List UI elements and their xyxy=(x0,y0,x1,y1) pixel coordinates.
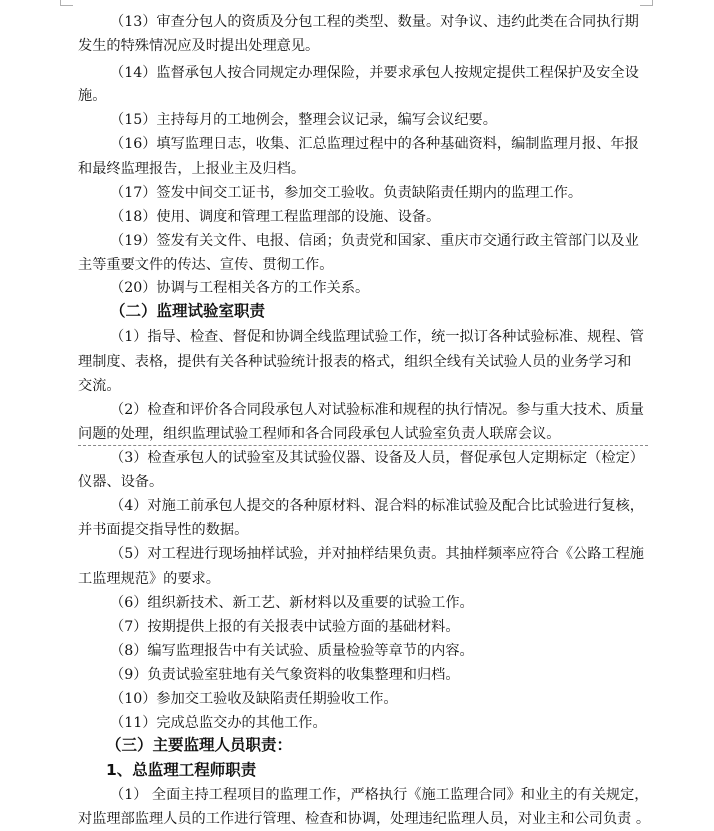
paragraph-line: （15）主持每月的工地例会，整理会议记录，编写会议纪要。 xyxy=(110,112,497,128)
paragraph-line: 理制度、表格，提供有关各种试验统计报表的格式，组织全线有关试验人员的业务学习和 xyxy=(78,354,632,370)
paragraph-line: （1）指导、检查、督促和协调全线监理试验工作，统一拟订各种试验标准、规程、管 xyxy=(110,329,644,345)
paragraph-line: 问题的处理，组织监理试验工程师和各合同段承包人试验室负责人联席会议。 xyxy=(78,422,560,446)
paragraph-line: （5）对工程进行现场抽样试验，并对抽样结果负责。其抽样频率应符合《公路工程施 xyxy=(110,546,644,562)
subsection-heading: 1、总监理工程师职责 xyxy=(106,761,257,779)
paragraph-line: （11）完成总监交办的其他工作。 xyxy=(110,715,327,731)
section-heading: （三）主要监理人员职责： xyxy=(106,736,293,754)
paragraph-line: （20）协调与工程相关各方的工作关系。 xyxy=(110,280,370,296)
paragraph-line: （13）审查分包人的资质及分包工程的类型、数量。对争议、违约此类在合同执行期 xyxy=(110,14,639,30)
paragraph-line: 和最终监理报告，上报业主及归档。 xyxy=(78,161,306,177)
paragraph-line: 对监理部监理人员的工作进行管理、检查和协调，处理违纪监理人员，对业主和公司负责 。 xyxy=(78,811,651,827)
paragraph-line: （8）编写监理报告中有关试验、质量检验等章节的内容。 xyxy=(110,643,474,659)
paragraph-line: （3）检查承包人的试验室及其试验仪器、设备及人员，督促承包人定期标定（检定） xyxy=(110,450,644,466)
paragraph-line: 仪器、设备。 xyxy=(78,474,164,490)
paragraph-line: （2）检查和评价各合同段承包人对试验标准和规程的执行情况。参与重大技术、质量 xyxy=(110,402,644,418)
paragraph-line: （16）填写监理日志，收集、汇总监理过程中的各种基础资料，编制监理月报、年报 xyxy=(110,136,639,152)
paragraph-line: （17）签发中间交工证书，参加交工验收。负责缺陷责任期内的监理工作。 xyxy=(110,185,583,201)
paragraph-line: （1） 全面主持工程项目的监理工作，严格执行《施工监理合同》和业主的有关规定， xyxy=(110,787,649,803)
paragraph-line: 并书面提交指导性的数据。 xyxy=(78,522,249,538)
paragraph-line: （6）组织新技术、新工艺、新材料以及重要的试验工作。 xyxy=(110,595,474,611)
paragraph-line: 主等重要文件的传达、宣传、贯彻工作。 xyxy=(78,257,334,273)
margin-corner-mark-left xyxy=(60,0,73,6)
paragraph-line: 发生的特殊情况应及时提出处理意见。 xyxy=(78,38,320,54)
section-heading: （二）监理试验室职责 xyxy=(110,302,266,320)
margin-corner-mark-right xyxy=(640,0,653,6)
paragraph-line: （18）使用、调度和管理工程监理部的设施、设备。 xyxy=(110,209,441,225)
paragraph-line: 交流。 xyxy=(78,378,121,394)
paragraph-line: 施。 xyxy=(78,88,107,104)
paragraph-line: （14）监督承包人按合同规定办理保险，并要求承包人按规定提供工程保护及安全设 xyxy=(110,65,639,81)
paragraph-line: （9）负责试验室驻地有关气象资料的收集整理和归档。 xyxy=(110,667,460,683)
paragraph-line: （10）参加交工验收及缺陷责任期验收工作。 xyxy=(110,691,398,707)
paragraph-line: （19）签发有关文件、电报、信函；负责党和国家、重庆市交通行政主管部门以及业 xyxy=(110,233,639,249)
paragraph-line: （7）按期提供上报的有关报表中试验方面的基础材料。 xyxy=(110,619,460,635)
paragraph-line: 工监理规范》的要求。 xyxy=(78,571,220,587)
paragraph-line: （4）对施工前承包人提交的各种原材料、混合料的标准试验及配合比试验进行复核， xyxy=(110,498,644,514)
